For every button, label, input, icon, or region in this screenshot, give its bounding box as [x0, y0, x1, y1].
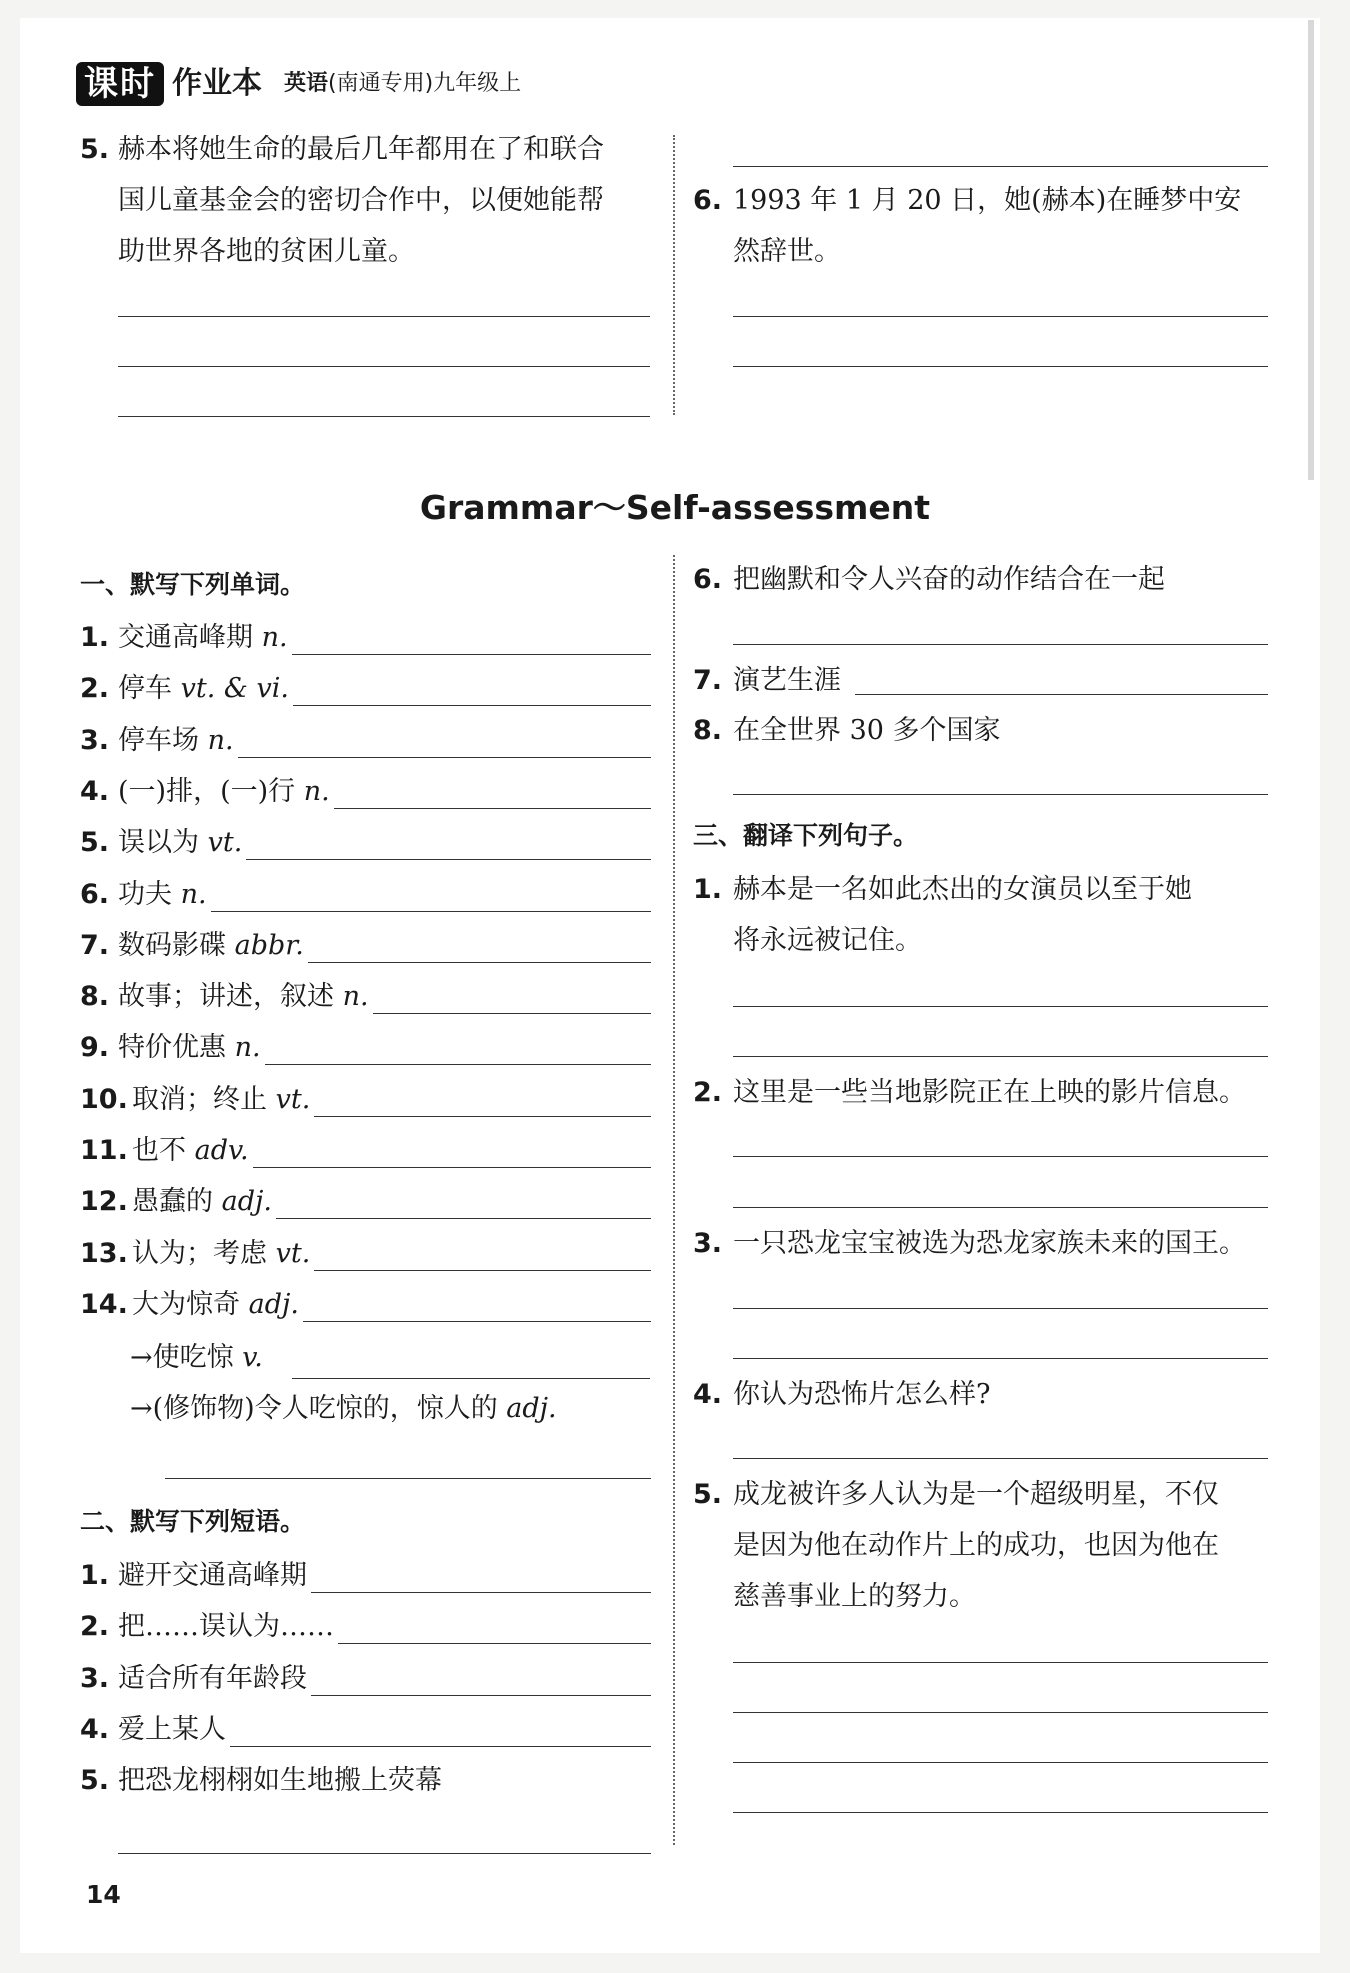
answer-line[interactable] — [253, 1167, 651, 1168]
answer-line[interactable] — [293, 705, 651, 706]
answer-line[interactable] — [733, 1662, 1268, 1663]
answer-line[interactable] — [118, 1853, 651, 1854]
answer-line[interactable] — [118, 416, 650, 417]
word-item: 6. 功夫 n. — [80, 878, 207, 910]
answer-line[interactable] — [733, 1762, 1268, 1763]
word-item: 11. 也不 adv. — [80, 1135, 249, 1166]
answer-line[interactable] — [733, 794, 1268, 795]
phrase-item: 2. 把……误认为…… — [80, 1611, 334, 1643]
answer-line[interactable] — [265, 1064, 651, 1065]
part3-heading: 三、翻译下列句子。 — [693, 821, 919, 850]
word-item: 3. 停车场 n. — [80, 724, 234, 756]
answer-line[interactable] — [311, 1695, 651, 1696]
answer-line[interactable] — [211, 911, 651, 912]
word-item: 8. 故事；讲述，叙述 n. — [80, 981, 369, 1013]
top-question-5-line3: 助世界各地的贫困儿童。 — [118, 236, 415, 267]
word-item: 4. (一)排，(一)行 n. — [80, 775, 330, 807]
word-item: 7. 数码影碟 abbr. — [80, 929, 304, 961]
word-item: 5. 误以为 vt. — [80, 827, 243, 859]
answer-line[interactable] — [292, 654, 651, 655]
answer-line[interactable] — [314, 1116, 651, 1117]
answer-line[interactable] — [855, 694, 1268, 695]
phrase-item: 5. 把恐龙栩栩如生地搬上荧幕 — [80, 1765, 442, 1797]
phrase-7: 7. 演艺生涯 — [693, 665, 841, 696]
phrase-item: 4. 爱上某人 — [80, 1713, 226, 1745]
answer-line[interactable] — [118, 366, 650, 367]
answer-line[interactable] — [246, 859, 651, 860]
word-item: 13. 认为；考虑 vt. — [80, 1237, 311, 1269]
answer-line[interactable] — [733, 1812, 1268, 1813]
answer-line[interactable] — [733, 644, 1268, 645]
word-item: 10. 取消；终止 vt. — [80, 1083, 311, 1115]
section-title: Grammar～Self-assessment — [419, 488, 931, 527]
word-item: 12. 愚蠢的 adj. — [80, 1186, 272, 1218]
word-item: 1. 交通高峰期 n. — [80, 622, 288, 653]
answer-line[interactable] — [733, 1308, 1268, 1309]
sentence-5-line3: 慈善事业上的努力。 — [733, 1581, 976, 1612]
answer-line[interactable] — [334, 808, 651, 809]
answer-line[interactable] — [733, 1358, 1268, 1359]
answer-line[interactable] — [338, 1643, 651, 1644]
phrase-8: 8. 在全世界 30 多个国家 — [693, 715, 1001, 746]
phrase-item: 1. 避开交通高峰期 — [80, 1560, 307, 1591]
answer-line[interactable] — [314, 1270, 651, 1271]
column-divider-top — [673, 135, 675, 415]
word-item: 9. 特价优惠 n. — [80, 1032, 261, 1064]
answer-line[interactable] — [373, 1013, 651, 1014]
book-logo: 课时 — [76, 62, 164, 106]
sentence-2: 2. 这里是一些当地影院正在上映的影片信息。 — [693, 1077, 1246, 1108]
word-item: 2. 停车 vt. & vi. — [80, 673, 289, 705]
answer-line[interactable] — [733, 1207, 1268, 1208]
answer-line[interactable] — [733, 316, 1268, 317]
answer-line[interactable] — [238, 757, 651, 758]
top-question-5: 5. 赫本将她生命的最后几年都用在了和联合 — [80, 134, 604, 165]
answer-line[interactable] — [733, 1458, 1268, 1459]
word-derivative-a: →使吃惊 v. — [130, 1342, 263, 1373]
phrase-item: 3. 适合所有年龄段 — [80, 1662, 307, 1694]
answer-line[interactable] — [733, 1006, 1268, 1007]
answer-line[interactable] — [165, 1478, 651, 1479]
answer-line[interactable] — [303, 1321, 651, 1322]
answer-line[interactable] — [733, 166, 1268, 167]
phrase-6: 6. 把幽默和令人兴奋的动作结合在一起 — [693, 564, 1165, 595]
sentence-1: 1. 赫本是一名如此杰出的女演员以至于她 — [693, 874, 1192, 905]
answer-line[interactable] — [733, 1712, 1268, 1713]
page-edge-shadow — [1308, 20, 1314, 480]
answer-line[interactable] — [733, 1056, 1268, 1057]
sentence-5-line2: 是因为他在动作片上的成功，也因为他在 — [733, 1530, 1219, 1561]
answer-line[interactable] — [733, 1156, 1268, 1157]
book-series-name: 作业本 — [172, 66, 262, 101]
top-question-6: 6. 1993 年 1 月 20 日，她(赫本)在睡梦中安 — [693, 185, 1242, 216]
answer-line[interactable] — [292, 1378, 650, 1379]
answer-line[interactable] — [311, 1592, 651, 1593]
answer-line[interactable] — [230, 1746, 651, 1747]
top-question-5-line2: 国儿童基金会的密切合作中，以便她能帮 — [118, 185, 604, 216]
part2-heading: 二、默写下列短语。 — [80, 1507, 306, 1536]
column-divider-main — [673, 555, 675, 1845]
sentence-5: 5. 成龙被许多人认为是一个超级明星，不仅 — [693, 1479, 1219, 1510]
answer-line[interactable] — [733, 366, 1268, 367]
answer-line[interactable] — [308, 962, 651, 963]
word-item: 14. 大为惊奇 adj. — [80, 1288, 299, 1320]
sentence-4: 4. 你认为恐怖片怎么样? — [693, 1379, 991, 1410]
sentence-1-line2: 将永远被记住。 — [733, 925, 922, 956]
answer-line[interactable] — [118, 316, 650, 317]
part1-heading: 一、默写下列单词。 — [80, 570, 306, 599]
top-question-6-line2: 然辞世。 — [733, 236, 841, 267]
word-derivative-b: →(修饰物)令人吃惊的，惊人的 adj. — [130, 1393, 557, 1424]
book-subject: 英语(南通专用)九年级上 — [284, 71, 522, 96]
answer-line[interactable] — [276, 1218, 651, 1219]
page-number: 14 — [86, 1880, 121, 1909]
book-header — [76, 58, 521, 106]
sentence-3: 3. 一只恐龙宝宝被选为恐龙家族未来的国王。 — [693, 1228, 1246, 1259]
